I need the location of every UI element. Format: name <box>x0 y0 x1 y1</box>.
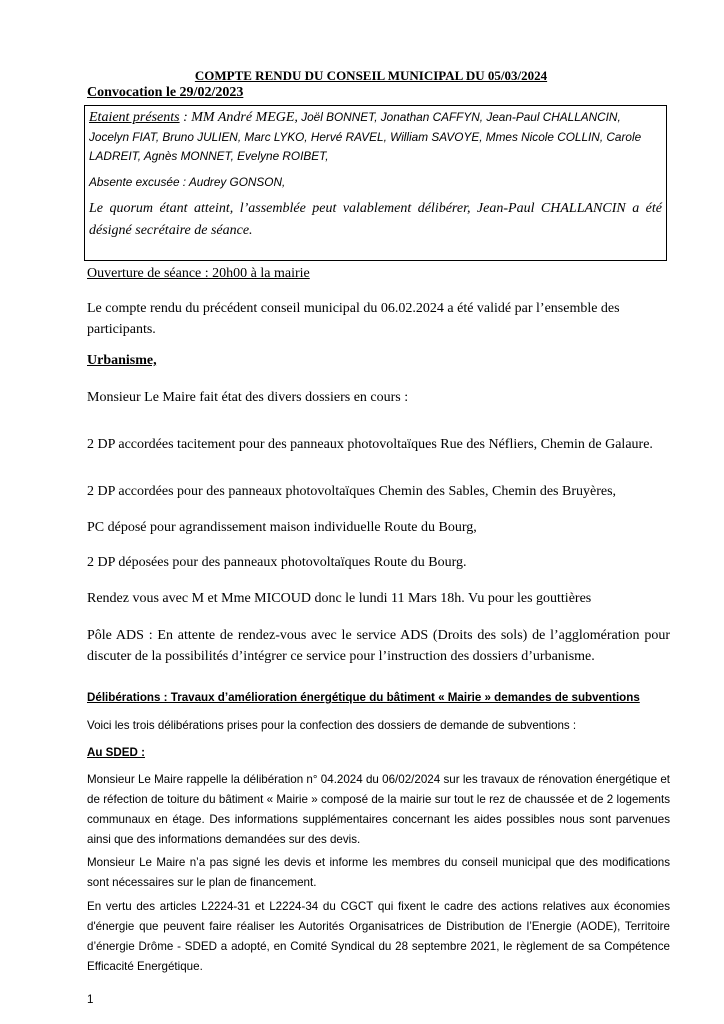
present-label: Etaient présents <box>89 110 180 125</box>
present-names: Joël BONNET, Jonathan CAFFYN, Jean-Paul CHALLANCIN, Jocelyn FIAT, Bruno JULIEN, Marc LYKO, Hervé RAVEL, William SAVOYE, Mmes Nicole COLLIN, Carole LADREIT, Agnès MONNET, Evelyne ROIBET, <box>89 110 642 163</box>
quorum-statement: Le quorum étant atteint, l’assemblée peut valablement délibérer, Jean-Paul CHALLANCIN a été désigné secrétaire de séance. <box>89 200 662 238</box>
convocation-date: Convocation le 29/02/2023 <box>87 85 244 100</box>
page-number: 1 <box>87 993 94 1006</box>
urbanisme-item: 2 DP accordées tacitement pour des panneaux photovoltaïques Rue des Néfliers, Chemin de Galaure. <box>87 437 653 452</box>
urbanisme-item: 2 DP déposées pour des panneaux photovoltaïques Route du Bourg. <box>87 555 467 570</box>
urbanisme-item: PC déposé pour agrandissement maison individuelle Route du Bourg, <box>87 520 477 535</box>
urbanisme-item: Pôle ADS : En attente de rendez-vous avec le service ADS (Droits des sols) de l’agglomération pour discuter de la possibilités d’intégrer ce service pour l’instruction des dossiers d’urbanisme. <box>87 628 670 664</box>
present-mm: : MM André MEGE, <box>179 110 298 125</box>
urbanisme-heading: Urbanisme, <box>87 353 157 368</box>
sded-heading: Au SDED : <box>87 746 145 759</box>
deliberation-paragraph: Monsieur Le Maire rappelle la délibération n° 04.2024 du 06/02/2024 sur les travaux de rénovation énergétique et de réfection de toiture du bâtiment « Mairie » composé de la mairie sur tout le rez de chaussée et de 2 logements communaux en étage. Des informations supplémentaires concernant les aides possibles nous sont parvenues ainsi que des informations demandées sur des devis. <box>87 773 670 846</box>
attendance-present <box>89 108 662 167</box>
opening-time: Ouverture de séance : 20h00 à la mairie <box>87 266 310 281</box>
deliberation-paragraph: En vertu des articles L2224-31 et L2224-34 du CGCT qui fixent le cadre des actions relatives aux économies d'énergie que peuvent faire réaliser les Autorités Organisatrices de Distribution de l’Energie (AODE), Territoire d’énergie Drôme - SDED a adopté, en Comité Syndical du 28 septembre 2021, le règlement de sa Compétence Efficacité Energétique. <box>87 900 670 973</box>
attendance-absent: Absente excusée : Audrey GONSON, <box>89 174 286 189</box>
urbanisme-intro: Monsieur Le Maire fait état des divers dossiers en cours : <box>87 390 409 405</box>
previous-minutes: Le compte rendu du précédent conseil municipal du 06.02.2024 a été validé par l’ensemble des participants. <box>87 301 620 337</box>
urbanisme-item: Rendez vous avec M et Mme MICOUD donc le lundi 11 Mars 18h. Vu pour les gouttières <box>87 591 592 606</box>
deliberations-intro: Voici les trois délibérations prises pour la confection des dossiers de demande de subventions : <box>87 719 577 732</box>
urbanisme-item: 2 DP accordées pour des panneaux photovoltaïques Chemin des Sables, Chemin des Bruyères, <box>87 484 617 499</box>
page-title: COMPTE RENDU DU CONSEIL MUNICIPAL DU 05/03/2024 <box>194 68 548 83</box>
attendance-box <box>84 105 667 261</box>
deliberations-heading: Délibérations : Travaux d’amélioration énergétique du bâtiment « Mairie » demandes de subventions <box>87 691 640 704</box>
deliberation-paragraph: Monsieur Le Maire n’a pas signé les devis et informe les membres du conseil municipal que des modifications sont nécessaires sur le plan de financement. <box>87 856 670 889</box>
